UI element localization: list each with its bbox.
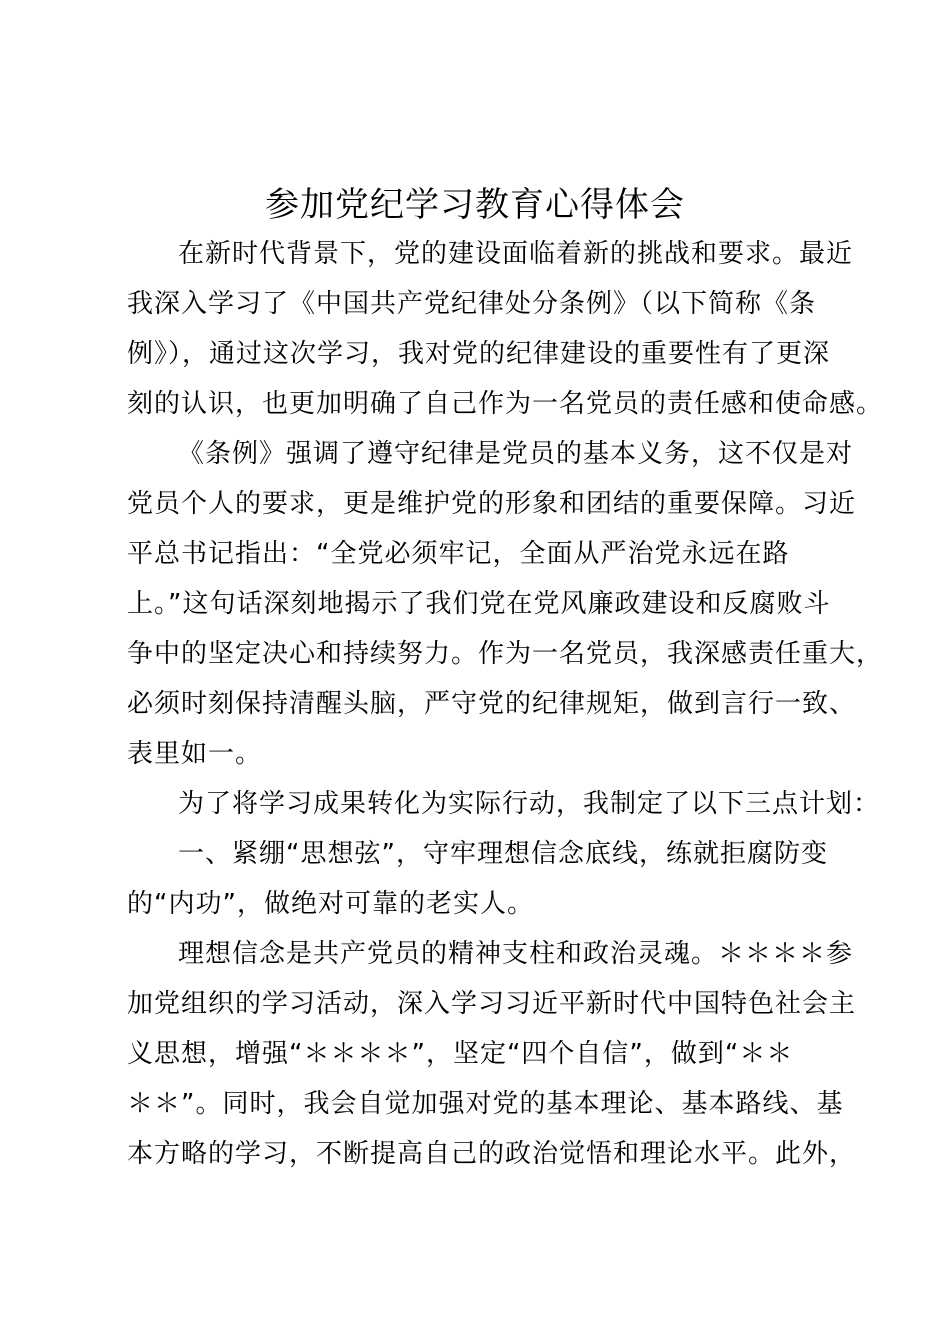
text-line: 争中的坚定决心和持续努力。作为一名党员，我深感责任重大， <box>127 639 884 669</box>
document-title: 参加党纪学习教育心得体会 <box>265 185 685 225</box>
text-line: 为了将学习成果转化为实际行动，我制定了以下三点计划： <box>178 789 881 819</box>
text-line: 必须时刻保持清醒头脑，严守党的纪律规矩，做到言行一致、 <box>127 689 857 719</box>
text-line: 刻的认识，也更加明确了自己作为一名党员的责任感和使命感。 <box>127 389 884 419</box>
text-line: 平总书记指出：“全党必须牢记，全面从严治党永远在路 <box>127 539 790 569</box>
text-line: 理想信念是共产党员的精神支柱和政治灵魂。＊＊＊＊参 <box>178 939 854 969</box>
text-line: 表里如一。 <box>127 739 263 769</box>
text-line: 在新时代背景下，党的建设面临着新的挑战和要求。最近 <box>178 239 854 269</box>
text-line: 一、紧绷“思想弦”，守牢理想信念底线，练就拒腐防变 <box>178 839 828 869</box>
text-line: 党员个人的要求，更是维护党的形象和团结的重要保障。习近 <box>127 489 857 519</box>
text-line: ＊＊”。同时，我会自觉加强对党的基本理论、基本路线、基 <box>127 1089 844 1119</box>
text-line: 加党组织的学习活动，深入学习习近平新时代中国特色社会主 <box>127 989 857 1019</box>
text-line: 《条例》强调了遵守纪律是党员的基本义务，这不仅是对 <box>178 439 854 469</box>
text-line: 本方略的学习，不断提高自己的政治觉悟和理论水平。此外， <box>127 1139 857 1169</box>
text-line: 的“内功”，做绝对可靠的老实人。 <box>127 889 534 919</box>
text-line: 我深入学习了《中国共产党纪律处分条例》（以下简称《条 <box>127 289 817 319</box>
text-line: 上。”这句话深刻地揭示了我们党在党风廉政建设和反腐败斗 <box>127 589 831 619</box>
text-line: 例》），通过这次学习，我对党的纪律建设的重要性有了更深 <box>127 339 831 369</box>
text-line: 义思想，增强“＊＊＊＊”，坚定“四个自信”，做到“＊＊ <box>127 1039 794 1069</box>
